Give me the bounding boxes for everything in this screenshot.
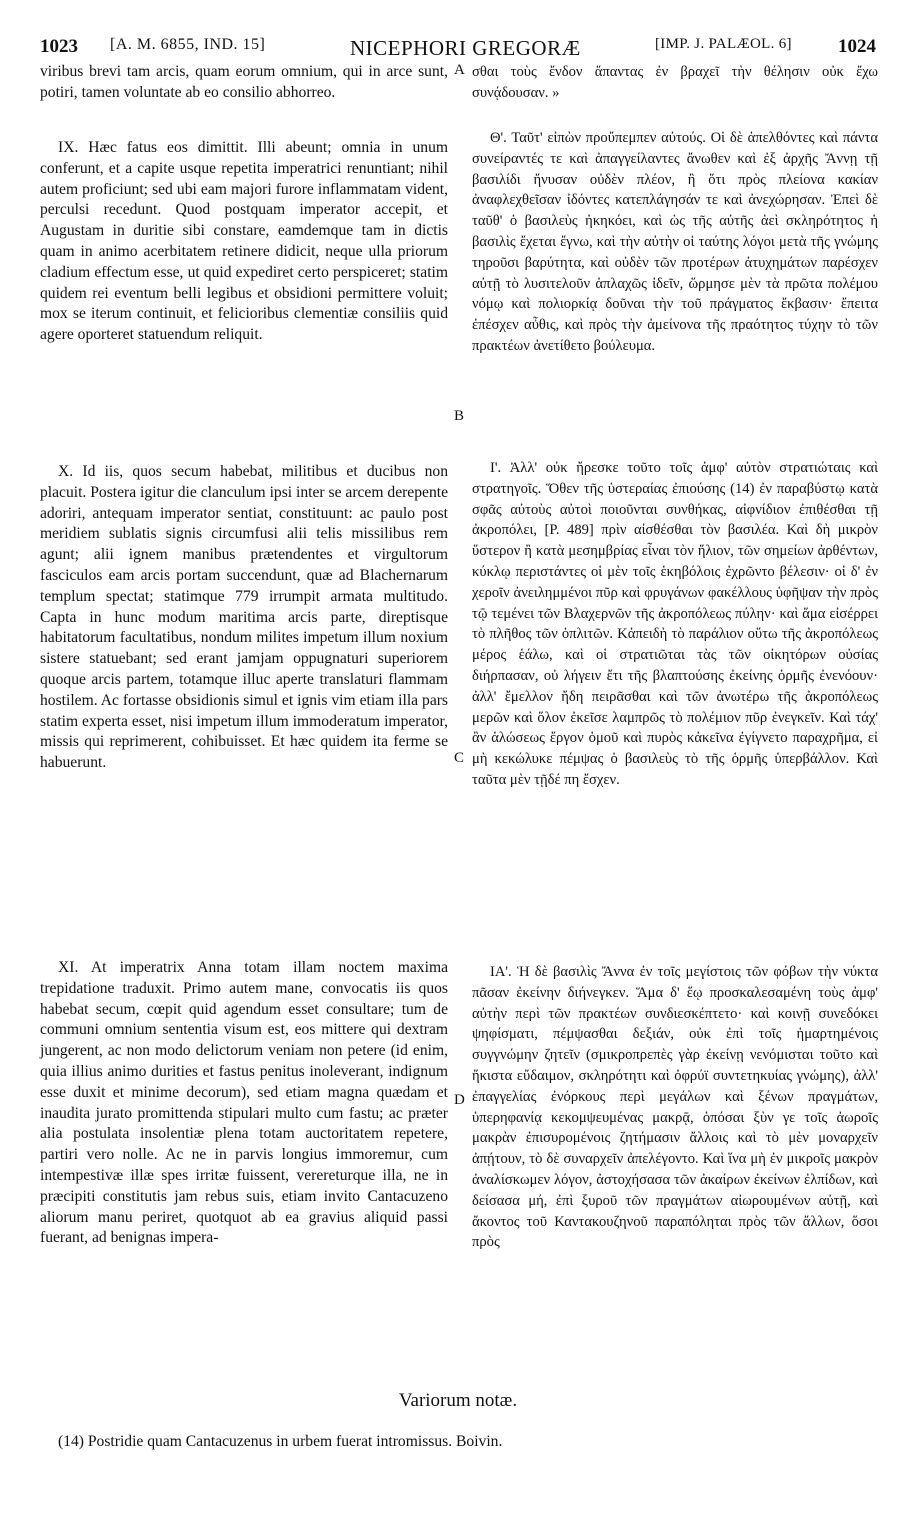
- margin-marker-c: C: [454, 750, 465, 766]
- latin-paragraph: viribus brevi tam arcis, quam eorum omnium, qui in arce sunt, potiri, tamen voluntate ab eo consilio abhorreo.: [40, 63, 448, 101]
- greek-paragraph: Θ'. Ταῦτ' εἰπὼν προὔπεμπεν αὐτούς. Οἱ δὲ ἀπελθόντες καὶ πάντα συνείραντές τε καὶ ἀπαγγείλαντες ἄνωθεν καὶ ἐξ ἀρχῆς Ἄννῃ τῇ βασιλίδι ἤνυσαν οὐδὲν πλέον, ἢ ὅτι πρὸς πλείονα κακίαν ἀναφλεχθεῖσαν ἰδόντες κατεπλάγησάν τε καὶ ἀνεχώρησαν. Ἐπεὶ δὲ ταῦθ' ὁ βασιλεὺς ἠκηκόει, καὶ ὡς τῆς αὐτῆς ἀεὶ σκληρότητος ἡ βασιλὶς ἔχεται ἔγνω, καὶ τὴν αὐτὴν οἱ ταύτης λόγοι μετὰ τῆς γνώμης τηροῦσι βαρύτητα, καὶ οὐδὲν τῶν προτέρων ἀτυχημάτων παρέσχεν αὐτῇ τὸ λυσιτελοῦν ἁπλαχῶς ἰδεῖν, ὥρμησε μὲν τὰ πρῶτα πολέμου νόμῳ καὶ πολιορκίᾳ δοῦναι τὴν τοῦ πράγματος ἔκβασιν· ἔπειτα ἐπέσχεν αὖθις, καὶ πρὸς τὴν ἀμείνονα τῆς πραότητος τύχην τὸ τῶν πρακτέων ἀνετίθετο βούλευμα.: [472, 130, 878, 354]
- latin-paragraph: X. Id iis, quos secum habebat, militibus et ducibus non placuit. Postera igitur die clanculum ipsi inter se arcem derepente adoriri, antequam imperator sentiat, constituunt: ac paulo post meridiem sublatis signis circumfusi alii telis missilibus rem agunt; alii ignem manibus prætendentes et virgultorum fasciculos eam arcis portam succendunt, quæ ad Blachernarum templum spectat; statimque 779 irrumpit armata multitudo. Capta in hunc modum maritima arcis parte, direptisque habitatorum facultatibus, nondum milites impetum illum noxium sistere statuebant; sed erant jamjam oppugnaturi superiorem quoque arcis partem, totamque illuc aperte translaturi flammam hostilem. Ac fortasse obsidionis simul et ignis vim etiam illa pars statim experta esset, nisi impetum illum immoderatum imperator, missis qui reprimerent, cohibuisset. Et hæc quidem ita ferme se habuerunt.: [40, 463, 448, 772]
- margin-marker-d: D: [454, 1092, 465, 1108]
- running-header: [40, 36, 876, 62]
- greek-paragraph: σθαι τοὺς ἔνδον ἅπαντας ἐν βραχεῖ τὴν θέλησιν οὐκ ἔχω συνᾴδουσαν. »: [472, 64, 878, 101]
- latin-paragraph: IX. Hæc fatus eos dimittit. Illi abeunt; omnia in unum conferunt, et a capite usque repetita imperatrici renuntiant; nihil autem proficiunt; sed ubi eam majori furore inflammatam vident, perculsi recedunt. Quod postquam imperator accepit, et Augustam in duritie sibi constare, eamdemque tam in dictis quam in animo acerbitatem retinere didicit, neque ulla priorum cladium effectum esse, ut quid expediret certo perspiceret; statim quidem rei eventum belli legibus et obsidioni permittere voluit; mox se iterum continuit, et felicioribus clementiæ consiliis quid agere oporteret statuendum reliquit.: [40, 139, 448, 344]
- greek-paragraph: ΙΑ'. Ἡ δὲ βασιλὶς Ἄννα ἐν τοῖς μεγίστοις τῶν φόβων τὴν νύκτα πᾶσαν ἐκείνην διήνεγκεν. Ἅμα δ' ἕῳ προσκαλεσαμένη τοὺς ἀμφ' αὐτὴν περὶ τῶν πρακτέων συνδιεσκέπτετο· καὶ κοινῇ συνεδόκει ψηφίσματι, πέμψασθαι δεξιάν, οὐκ ἐπὶ τοῖς ἡμαρτημένοις συγγνώμην ζητεῖν (σμικροπρεπὲς γὰρ ἐκείνῃ νενόμισται τοῦτο καὶ ἥκιστα εὔδαιμον, σκληρότητι καὶ ὀφρύϊ συντετηκυίας γνώμης), ἀλλ' ἐπαγγελίας ἐνόρκους περὶ μεγάλων καὶ ξένων πραγμάτων, ὑπερηφανίᾳ κεκομψευμένας μακρᾷ, ὁπόσαι ξὺν γε τοῖς ἀωροῖς μακρὰν ἐπισυρομένοις ζητήμασιν ἄλλοις καὶ τὸ μὲν μοναρχεῖν ἀπῄτουν, τὸ δὲ συναρχεῖν ἀπελέγοντο. Καὶ ἵνα μὴ ἐν μικροῖς μακρὸν ἀναλίσκωμεν λόγον, ἀστοχήσασα τῶν ἀκαίρων ἐκείνων ἐλπίδων, καὶ δείσασα μή, ἐπὶ ξυροῦ τῶν πραγμάτων αἰωρουμένων αὐτῇ, καὶ ἄκοντος τοῦ Καντακουζηνοῦ παραπόληται πρὸς τῶν ἄλλων, ὅσοι πρὸς: [472, 964, 878, 1251]
- greek-section-viii-end: [472, 62, 878, 104]
- running-title: NICEPHORI GREGORÆ: [350, 36, 581, 60]
- left-header-info: [A. M. 6855, IND. 15]: [110, 36, 266, 53]
- greek-paragraph: Ι'. Ἀλλ' οὐκ ἤρεσκε τοῦτο τοῖς ἀμφ' αὐτὸν στρατιώταις καὶ στρατηγοῖς. Ὅθεν τῆς ὑστεραίας ἐπιούσης (14) ἐν παραβύστῳ κατὰ σφᾶς αὐτοὺς αὐτοὶ ποιοῦνται συνθήκας, αἰφνίδιον ἐπιθέσθαι τῇ ἀκροπόλει, [P. 489] πρὶν αἰσθέσθαι τὸν βασιλέα. Καὶ δὴ μικρὸν ὕστερον ἢ κατὰ μεσημβρίας εἶναι τὸν ἥλιον, τῶν σημείων ἀρθέντων, κύκλῳ περιστάντες οἱ μὲν τοῖς ἑκηβόλοις ἐχρῶντο βέλεσιν· οἱ δ' ἐν χεροῖν ἀνειλημμένοι πῦρ καὶ φρυγάνων φακέλλους ὑφῆψαν τὴν πρὸς τῷ τεμένει τῶν Βλαχερνῶν τῆς ἀκροπόλεως πύλην· καὶ ἅμα εἰσέρρει τὸ πλῆθος τῶν ὁπλιτῶν. Κἀπειδὴ τὸ παράλιον οὕτω τῆς ἀκροπόλεως μέρος ἑάλω, καὶ οἱ στρατιῶται τὰς τῶν οἰκητόρων οὐσίας διήρπασαν, οὐ λήγειν ἔτι τῆς βλαπτούσης ἐκείνης ὁρμῆς ἐνενόουν· ἀλλ' ἔμελλον ἤδη πειρᾶσθαι καὶ τῶν ἀνωτέρω τῆς ἀκροπόλεως μερῶν καὶ ὅλον ἐκεῖσε λαμπρῶς τὸ πολέμιον πῦρ ἐνεγκεῖν. Καὶ τάχ' ἂν ἁλώσεως ἔργον ὁμοῦ καὶ πυρὸς κἀκεῖνα ἐγίγνετο παραχρῆμα, εἰ μὴ κεκώλυκε πέμψας ὁ βασιλεὺς τὸ τῆς ὁρμῆς ὑπερβάλλον. Καὶ ταῦτα μὲν τῇδέ πη ἔσχεν.: [472, 460, 878, 788]
- greek-section-x: [472, 458, 878, 791]
- footnote: (14) Postridie quam Cantacuzenus in urbem fuerat intromissus. Boivin.: [58, 1433, 503, 1450]
- greek-section-xi: [472, 962, 878, 1253]
- right-page-number: 1024: [838, 36, 876, 57]
- greek-section-ix: [472, 128, 878, 357]
- right-header-info: [IMP. J. PALÆOL. 6]: [655, 36, 792, 52]
- left-page-number: 1023: [40, 36, 78, 57]
- latin-section-xi: [40, 958, 448, 1249]
- latin-section-viii-end: [40, 62, 448, 104]
- latin-section-x: [40, 462, 448, 774]
- margin-marker-a: A: [454, 62, 465, 78]
- latin-paragraph: XI. At imperatrix Anna totam illam noctem maxima trepidatione traduxit. Primo autem mane, convocatis iis quos habebat secum, cœpit quid agendum esset consultare; tum de communi omnium sententia visum est, eos mittere qui dextram jungerent, ac non modo delictorum veniam non petere (id enim, quia illius animo durities et fastus penitus inoleverant, indignum esse duxit et minime decorum), sed etiam magna quædam et inaudita jurato promittenda stipulari multo cum fastu; ac præter alia postulata insolentiæ plena totam auctoritatem repetere, partiri vero nolle. Ac ne in parvis longius immoremur, cum intempestivæ illæ spes irritæ fuissent, verereturque illa, ne in præcipiti constitutis jam rebus suis, etiam invito Cantacuzeno aliorum manu periret, quotquot ab ea gravius aliquid passi fuerant, ad benignas impera-: [40, 959, 448, 1247]
- notes-title: Variorum notæ.: [398, 1390, 518, 1411]
- latin-section-ix: [40, 138, 448, 346]
- margin-marker-b: B: [454, 408, 465, 424]
